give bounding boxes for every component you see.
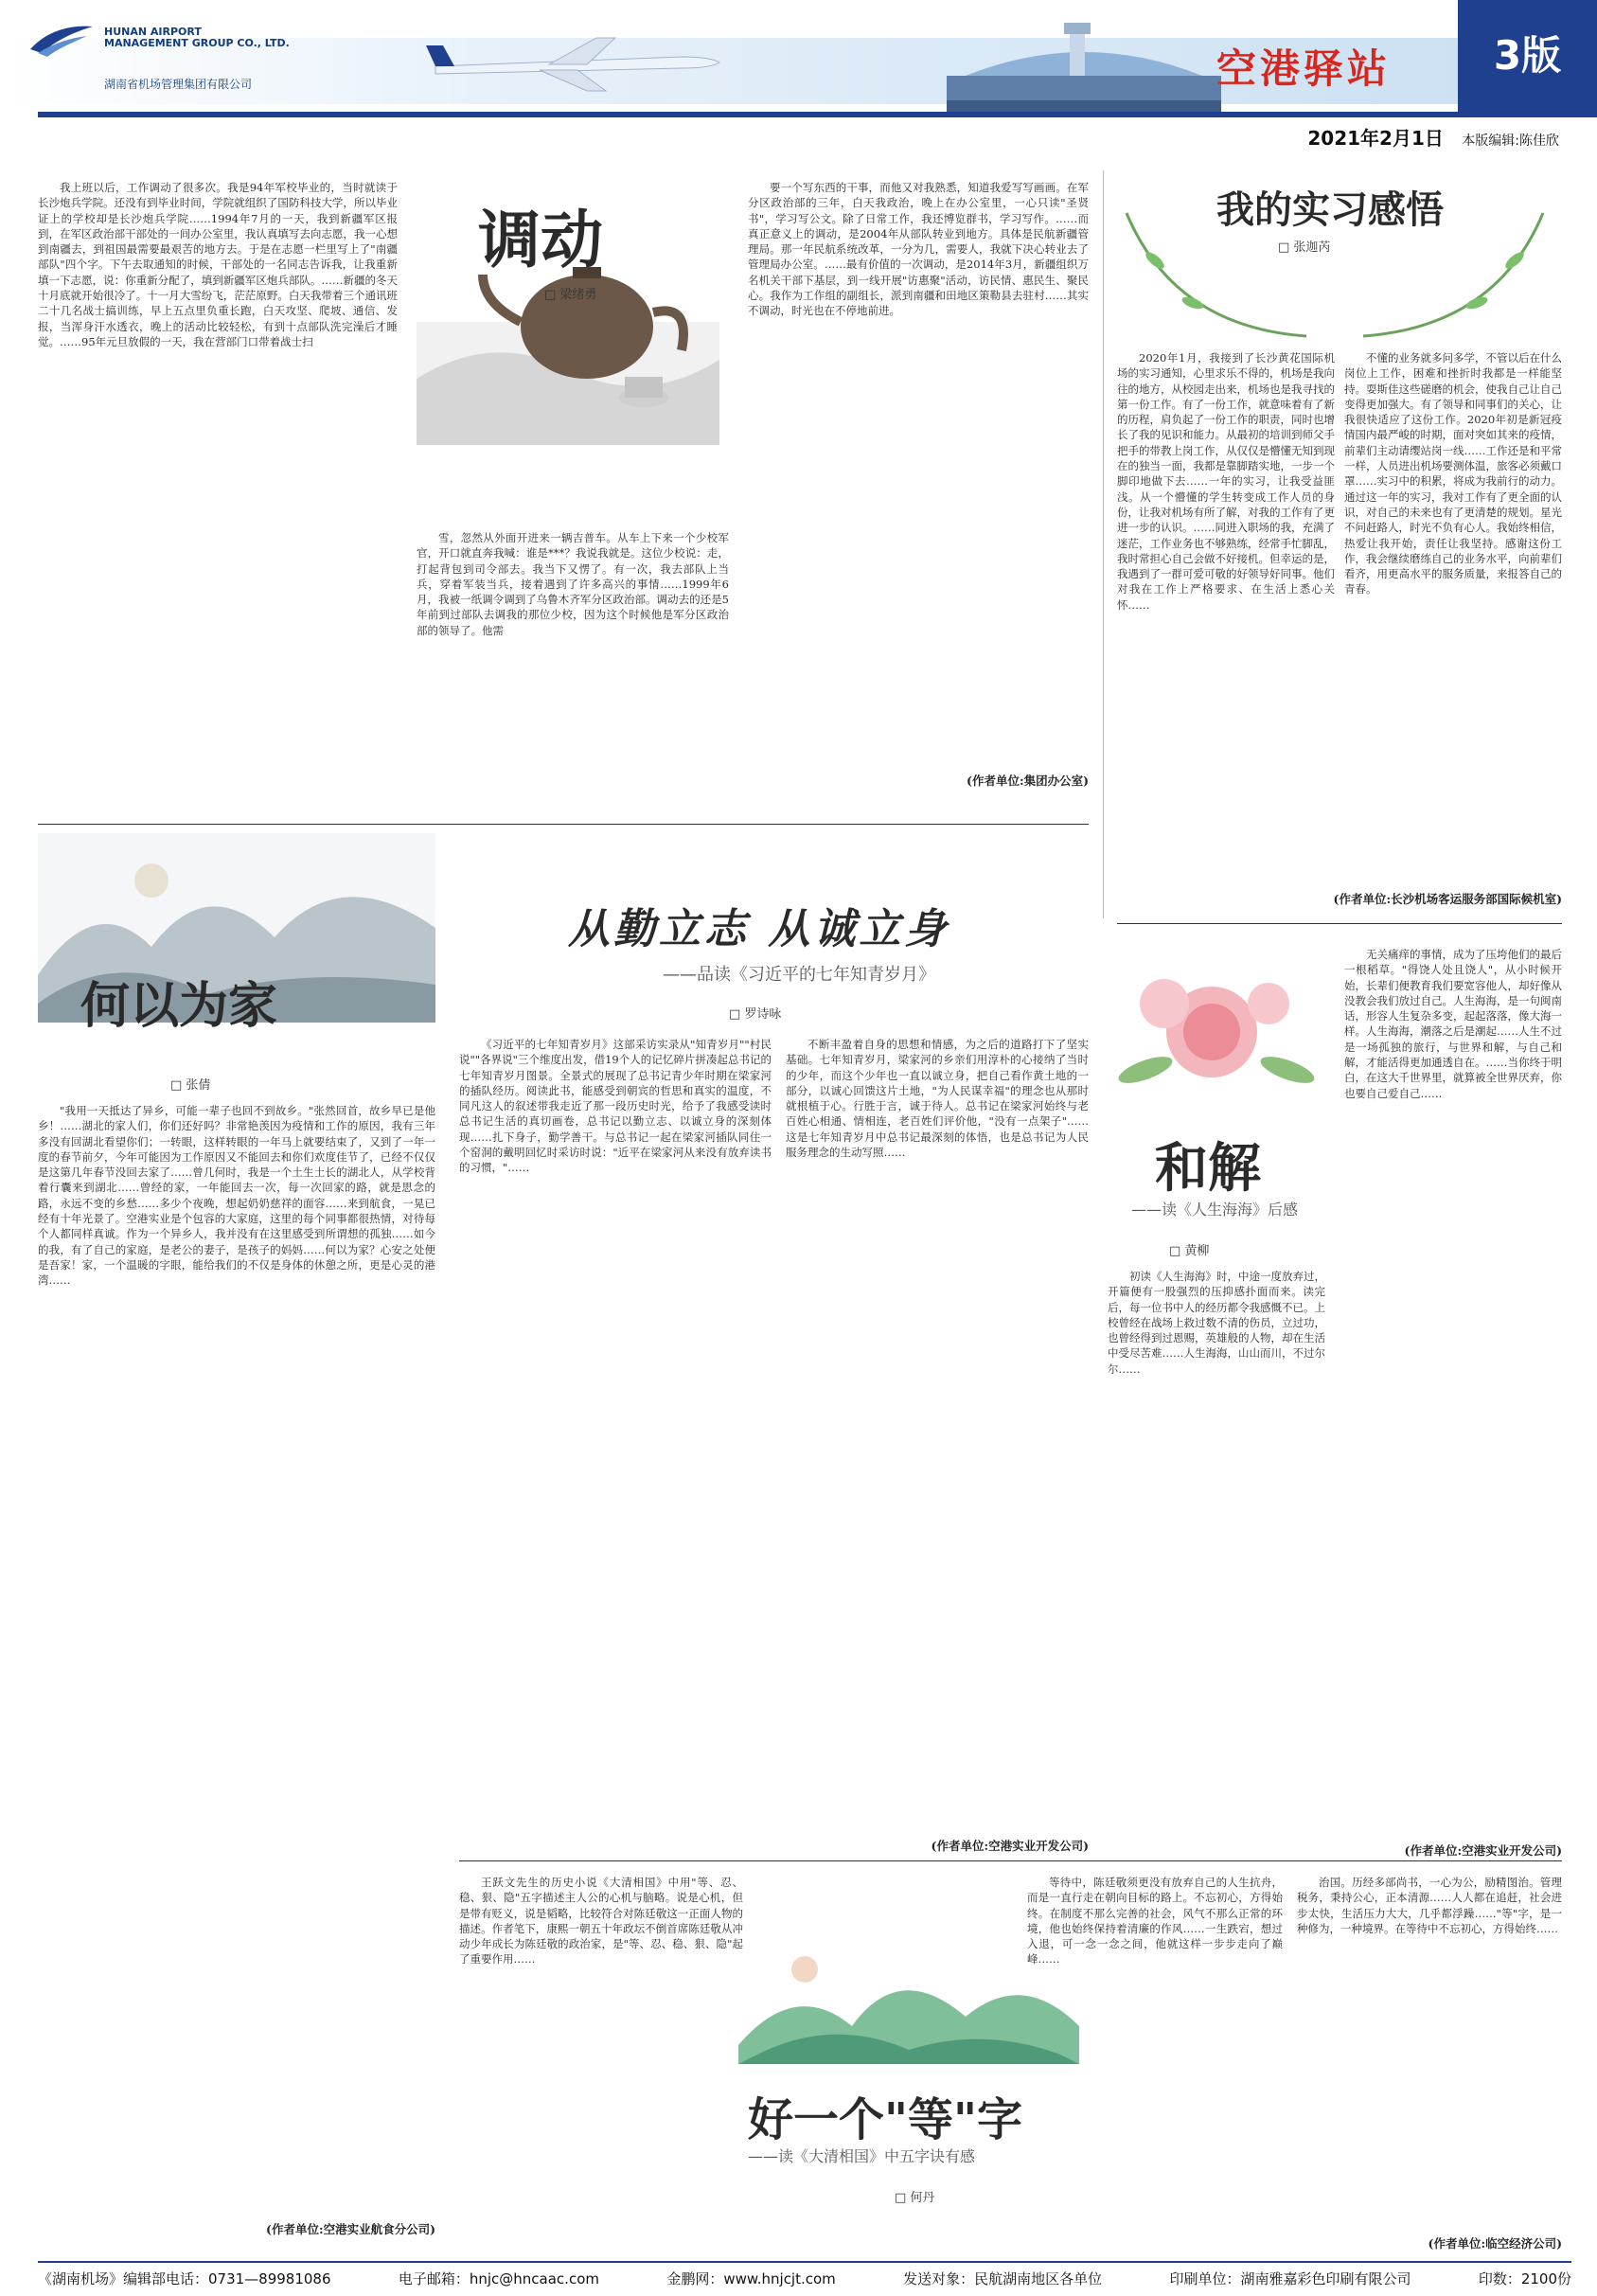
- footer-phone: 《湖南机场》编辑部电话：0731—89981086: [38, 2270, 331, 2287]
- section-rule: [459, 1860, 1562, 1861]
- qinli-col2: 不断丰盈着自身的思想和情感，为之后的道路打下了坚实基础。七年知青岁月，梁家河的乡亲们用淳朴的心接纳了当时的少年，而这个少年也一直以诚立身，把自己看作黄土地的一部分，以诚心回馈这片土地，"为人民谋幸福"的理念也从那时就根植于心。行胜于言，诚于待人。总书记在梁家河始终与老百姓心相通、情相连，老百姓们评价他，"没有一点架子"……这是七年知青岁月中总书记最深刻的体悟，也是总书记为人民服务理念的生动写照……: [786, 1038, 1089, 1160]
- heyi-col1: "我用一天抵达了异乡，可能一辈子也回不到故乡。"张然回首，故乡早已是他乡！……湖北的家人们，你们还好吗？非常艳羡因为疫情和工作的原因，我有三年多没有回湖北看望你们；一转眼，这样转眼的一年马上就要结束了，又到了一年一度的春节前夕，今年可能因为工作原因又不能回去和你们欢度佳节了，已经不仅仅是这第几年春节没回去家了……曾几何时，我是一个土生土长的湖北人，从学校背着行囊来到湖北……曾经的家，一年能回去一次，每一次回家的路，就是思念的路，永远不变的乡愁……多少个夜晚，想起奶奶慈祥的面容……来到航食，一晃已经有十年光景了。空港实业是个包容的大家庭，这里的每个同事都很热情，对待每个人都同样真诚。作为一个异乡人，我并没有在这里感受到所谓想的孤独……如今的我，有了自己的家庭，是老公的妻子，是孩子的妈妈……何以为家？心安之处便是吾家！家，一个温暖的字眼，能给我们的不仅是身体的休憩之所，更是心灵的港湾……: [38, 1104, 435, 1288]
- deng-col3: 治国。历经多部尚书，一心为公，励精图治。管理税务，秉持公心，正本清源……人人都在追赶，社会进步太快，生活压力大大，几乎都浮躁……"等"字，是一种修为，一种境界。在等待中不忘初心，方得始终……: [1297, 1876, 1562, 1935]
- diaodong-source: (作者单位:集团办公室): [967, 774, 1089, 788]
- deng-source: (作者单位:临空经济公司): [1428, 2236, 1562, 2251]
- qinli-subtitle: ——品读《习近平的七年知青岁月》: [663, 965, 935, 985]
- diaodong-byline: □ 梁绪勇: [544, 284, 596, 302]
- org-name-cn: 湖南省机场管理集团有限公司: [104, 78, 253, 91]
- deng-title: 好一个"等"字: [748, 2093, 1023, 2146]
- hejie-col2: 无关痛痒的事情，成为了压垮他们的最后一根稻草。"得饶人处且饶人"，从小时候开始，长辈们便教育我们要宽容他人，却好像从没教会我们放过自己。人生海海，是一句闽南话，形容人生复杂多变，起起落落，像大海一样。人生海海，潮落之后是潮起……人生不过是一场孤独的旅行，与世界和解，与自己和解，才能活得更加通透自在。……当你终于明白，在这大千世界里，就算被全世界厌弃，你也要自己爱自己……: [1344, 948, 1562, 1100]
- shixi-col2: 不懂的业务就多问多学，不管以后在什么岗位上工作，困难和挫折时我都是一样能坚持。耍斯佳这些磋磨的机会，使我自己让自己变得更加强大。有了领导和同事们的关心，让我很快适应了这份工作。2020年初是新冠疫情国内最严峻的时期，面对突如其来的疫情，前辈们主动请缨站岗一线……工作还是和平常一样，人员进出机场要测体温，旅客必须戴口罩……实习中的积累，将成为我前行的动力。通过这一年的实习，我对工作有了更全面的认识，对自己的未来也有了更清楚的规划。星光不问赶路人，时光不负有心人。我始终相信，热爱让我开始，责任让我坚持。感谢这份工作，我会继续磨练自己的业务水平，向前辈们看齐，用更高水平的服务质量，来报答自己的青春。: [1344, 351, 1562, 596]
- diaodong-title: 调动: [478, 203, 603, 276]
- issue-date: 2021年2月1日: [1307, 127, 1444, 150]
- shixi-title: 我的实习感悟: [1216, 187, 1444, 232]
- date-line: [1307, 123, 1559, 151]
- footer: [38, 2261, 1571, 2289]
- column-title: 空港驿站: [1216, 45, 1392, 92]
- header-rule: [38, 112, 1597, 117]
- qinli-source: (作者单位:空港实业开发公司): [931, 1839, 1089, 1853]
- hejie-byline: □ 黄柳: [1169, 1240, 1209, 1258]
- qinli-col1: 《习近平的七年知青岁月》这部采访实录从"知青岁月""村民说""各界说"三个维度出发，借19个人的记忆碎片拼凑起总书记的七年知青岁月图景。全景式的展现了总书记青少年时期在梁家河的插队经历。阅读此书，能感受到朝宾的哲思和真实的温度，不同凡这人的叙述带我走近了那一段历史时光，给予了我感受读时总书记生活的真切画卷，总书记以勤立志、以诚立身的深刻体现……扎下身子，勤学善干。与总书记一起在梁家河插队同住一个窑洞的戴明回忆时采访时说："近平在梁家河从来没有放弃读书的习惯，"……: [459, 1038, 772, 1175]
- qinli-title: 从勤立志 从诚立身: [568, 905, 950, 953]
- editor-credit: 本版编辑:陈佳欣: [1462, 133, 1559, 149]
- peony-painting: [1108, 947, 1335, 1117]
- edition-badge: 3版: [1458, 0, 1597, 112]
- heyi-title: 何以为家: [80, 977, 278, 1035]
- terminal-building-icon: [947, 19, 1221, 114]
- deng-col1: 王跃文先生的历史小说《大清相国》中用"等、忍、稳、狠、隐"五字描述主人公的心机与脑略。说是心机，但是带有贬义，说是韬略，比较符合对陈廷敬这一正面人物的描述。作者笔下，康熙一朝五十年政坛不倒首席陈廷敬从冲动少年成长为陈廷敬的政治家，是"等、忍、稳、狠、隐"起了重要作用……: [459, 1876, 743, 1967]
- footer-website: 金鹏网：www.hnjcjt.com: [666, 2270, 836, 2287]
- heyi-byline: □ 张倩: [170, 1075, 210, 1093]
- diaodong-col2: 雪，忽然从外面开进来一辆吉普车。从车上下来一个少校军官，开口就直奔我喊：谁是***？我说我就是。这位少校说：走，打起背包到司令部去。我当下又愣了。有一次，我去部队上当兵，穿着军装当兵，接着遇到了许多高兴的事情……1999年6月，我被一纸调令调到了乌鲁木齐军分区政治部。调动去的还是5年前到过部队去调我的那位少校，因为这个时候他是军分区政治部的领导了。他需: [417, 531, 729, 637]
- footer-printer: 印刷单位：湖南雅嘉彩色印刷有限公司: [1169, 2270, 1411, 2287]
- hejie-title: 和解: [1155, 1137, 1261, 1200]
- section-rule: [38, 824, 1089, 825]
- org-name-en: HUNAN AIRPORT MANAGEMENT GROUP CO., LTD.: [104, 26, 290, 49]
- airport-logo-icon: [28, 21, 95, 59]
- deng-subtitle: ——读《大清相国》中五字诀有感: [748, 2147, 976, 2165]
- footer-recipients: 发送对象：民航湖南地区各单位: [903, 2270, 1103, 2287]
- deng-byline: □ 何丹: [895, 2187, 934, 2205]
- footer-email: 电子邮箱：hnjc@hncaac.com: [398, 2270, 599, 2287]
- column-divider: [1103, 170, 1104, 918]
- masthead: [0, 0, 1597, 150]
- qinli-byline: □ 罗诗咏: [729, 1004, 781, 1022]
- section-rule: [1117, 923, 1562, 924]
- hejie-col1: 初读《人生海海》时，中途一度放弃过，开篇便有一股强烈的压抑感扑面而来。读完后，每一位书中人的经历都令我感慨不已。上校曾经在战场上救过数不清的伤员，立过功，也曾经得到过恩赐，英雄般的人物，却在生活中受尽苦难……人生海海，山山而川，不过尔尔……: [1108, 1270, 1325, 1376]
- footer-copies: 印数：2100份: [1478, 2270, 1571, 2287]
- shixi-byline: □ 张迦芮: [1278, 237, 1330, 255]
- heyi-source: (作者单位:空港实业航食分公司): [266, 2222, 435, 2236]
- diaodong-col1: 我上班以后，工作调动了很多次。我是94年军校毕业的，当时就读于长沙炮兵学院。还没有到毕业时间，学院就组织了国防科技大学，所以毕业证上的学校却是长沙炮兵学院……1994年7月的一天，我到新疆军区报到，在军区政治部干部处的一间办公室里，我认真填写去向志愿，我一心想到南疆去，到祖国最需要最艰苦的地方去。于是在志愿一栏里写上了"南疆部队"四个字。下午去取通知的时候，干部处的一名同志告诉我，让我重新填一下志愿，说：你重新分配了，填到新疆军区炮兵部队。……新疆的冬天十月底就开始很冷了。十一月大雪纷飞，茫茫原野。白天我带着三个通讯班二十几名战士搞训练，早上五点里负重长跑，白天攻坚、爬坡、通信、发报，当浑身汗水透衣，晚上的活动比较轻松，有到十点部队洗完澡后才睡觉。……95年元旦放假的一天，我在营部门口带着战士扫: [38, 181, 398, 348]
- deng-col2: 等待中，陈廷敬须更没有放弃自己的人生抗舟，而是一直行走在朝向目标的路上。不忘初心，方得始终。在制度不那么完善的社会，风气不那么正常的环境，他也始终保持着清廉的作风……一生跌宕，想过入退，可一念一念之间，他就这样一步步走向了巅峰……: [1027, 1876, 1283, 1967]
- airplane-icon: [398, 28, 738, 95]
- hejie-source: (作者单位:空港实业开发公司): [1404, 1843, 1562, 1858]
- hejie-subtitle: ——读《人生海海》后感: [1131, 1201, 1299, 1219]
- shixi-col1: 2020年1月，我接到了长沙黄花国际机场的实习通知，心里求乐不得的，机场是我向往的地方，从校园走出来，机场也是我寻找的第一份工作。有了一份工作，就意味着有了新的历程，肩负起了一份工作的职责，同时也增长了我的见识和能力。从最初的培训到师父手把手的带教上岗工作，从仅仅是懵懂无知到现在的独当一面，我都是靠脚踏实地，一步一个脚印地做下去……一年的实习，让我受益匪浅。从一个懵懂的学生转变成工作人员的身份，让我对机场有所了解，对我的工作有了更进一步的认识。……同进入职场的我，充满了迷茫，工作业务也不够熟练，经常手忙脚乱，我时常担心自己会做不好接机。但幸运的是，我遇到了一群可爱可敬的好领导好同事。他们对我在工作上严格要求、在生活上悉心关怀……: [1117, 351, 1335, 612]
- shixi-source: (作者单位:长沙机场客运服务部国际候机室): [1333, 892, 1562, 906]
- diaodong-col3: 要一个写东西的干事，而他又对我熟悉，知道我爱写写画画。在军分区政治部的三年，白天我政治，晚上在办公室里，一心只读"圣贤书"，学习写公文。除了日常工作，我还博览群书，学习写作。……而真正意义上的调动，是2004年从部队转业到地方。具体是民航新疆管理局。那一年民航系统改革，一分为几，需要人，我就下决心转业去了管理局办公室。……最有价值的一次调动，是2014年3月，新疆组织万名机关干部下基层，到一线开展"访惠聚"活动，访民情、惠民生、聚民心。我作为工作组的副组长，派到南疆和田地区策勒县去驻村……其实不调动，时光也在不停地前进。: [748, 181, 1089, 318]
